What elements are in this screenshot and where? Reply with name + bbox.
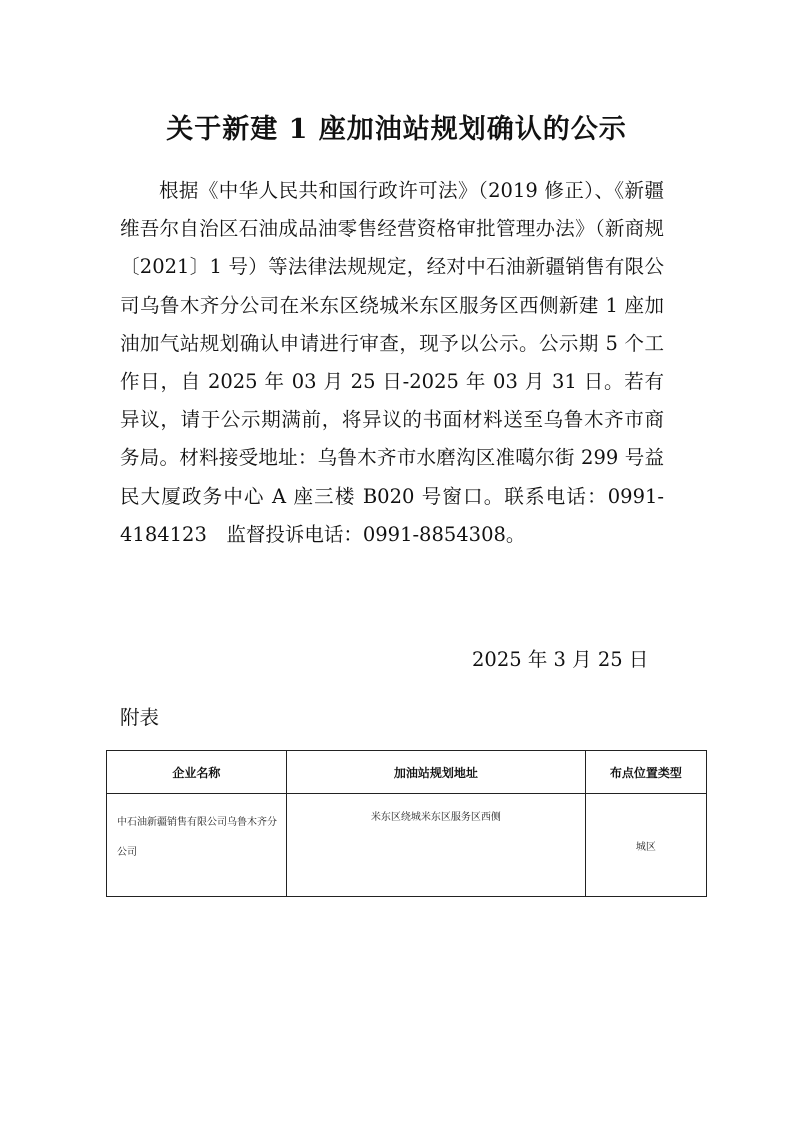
table-row (107, 794, 707, 897)
cell-company-name: 中石油新疆销售有限公司乌鲁木齐分公司 (107, 794, 287, 897)
document-title: 关于新建 1 座加油站规划确认的公示 (166, 114, 627, 145)
cell-location-type: 城区 (585, 794, 706, 897)
header-company-name: 企业名称 (107, 751, 287, 794)
notice-body: 根据《中华人民共和国行政许可法》（2019 修正）、《新疆维吾尔自治区石油成品油零售经营资格审批管理办法》（新商规〔2021〕1 号）等法律法规规定，经对中石油新疆销售有限公司乌鲁木齐分公司在米东区绕城米东区服务区西侧新建 1 座加油加气站规划确认申请进行审查，现予以公示。公示期 5 个工作日，自 2025 年 03 月 25 日-2025 年 03 月 31 日。若有异议，请于公示期满前，将异议的书面材料送至乌鲁木齐市商务局。材料接受地址：乌鲁木齐市水磨沟区准噶尔街 299 号益民大厦政务中心 A 座三楼 B020 号窗口。联系电话：0991-4184123 监督投诉电话：0991-8854308。 (120, 179, 664, 546)
cell-station-address: 米东区绕城米东区服务区西侧 (286, 794, 585, 897)
appendix-label: 附表 (120, 706, 160, 729)
appendix-table (106, 750, 707, 897)
header-station-address: 加油站规划地址 (286, 751, 585, 794)
header-location-type: 布点位置类型 (585, 751, 706, 794)
notice-date: 2025 年 3 月 25 日 (472, 648, 649, 671)
table-header-row (107, 751, 707, 794)
